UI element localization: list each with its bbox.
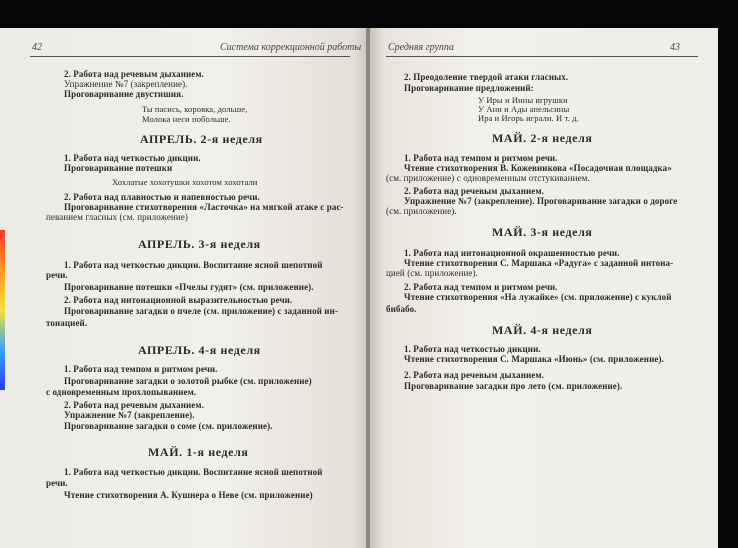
left-line-17: Проговаривание загадки о пчеле (см. приложение) с заданной ин-	[64, 306, 338, 316]
right-line-8: (см. приложение) с одновременным отстукиванием.	[386, 173, 590, 183]
heading-april-week-3: АПРЕЛЬ. 3-я неделя	[138, 237, 261, 251]
right-line-6: 1. Работа над темпом и ритмом речи.	[404, 153, 558, 163]
heading-april-week-4: АПРЕЛЬ. 4-я неделя	[138, 343, 261, 357]
left-verse-0: Ты пасись, коровка, дольше,	[142, 104, 248, 114]
right-line-17: Чтение стихотворения «На лужайке» (см. приложение) с куклой	[404, 292, 672, 302]
header-rule-right	[386, 56, 698, 57]
color-calibration-stripe	[0, 230, 5, 390]
left-line-15: Проговаривание потешки «Пчелы гудят» (см. приложение).	[64, 282, 314, 292]
header-rule-left	[30, 56, 350, 57]
heading-may-week-3: МАЙ. 3-я неделя	[492, 225, 593, 239]
left-line-0: 2. Работа над речевым дыханием.	[64, 69, 204, 79]
left-line-25: Проговаривание загадки о соме (см. приложение).	[64, 421, 273, 431]
left-line-28: речи.	[46, 478, 68, 488]
left-line-7: Проговаривание потешки	[64, 163, 173, 173]
left-line-22: с одновременным прохлопыванием.	[46, 387, 197, 397]
left-line-14: речи.	[46, 270, 68, 280]
left-line-11: певанием гласных (см. приложение)	[46, 212, 188, 222]
left-line-6: 1. Работа над четкостью дикции.	[64, 153, 201, 163]
left-line-24: Упражнение №7 (закрепление).	[64, 410, 195, 420]
left-line-21: Проговаривание загадки о золотой рыбке (см. приложение)	[64, 376, 312, 386]
right-line-16: 2. Работа над темпом и ритмом речи.	[404, 282, 558, 292]
right-line-20: 1. Работа над четкостью дикции.	[404, 344, 541, 354]
left-line-18: тонацией.	[46, 318, 88, 328]
left-line-20: 1. Работа над темпом и ритмом речи.	[64, 364, 218, 374]
right-line-15: цией (см. приложение).	[386, 268, 478, 278]
right-line-7: Чтение стихотворения В. Кожевникова «Посадочная площадка»	[404, 163, 672, 173]
left-line-10: Проговаривание стихотворения «Ласточка» на мягкой атаке с рас-	[64, 202, 344, 212]
right-line-13: 1. Работа над интонационной окрашенностью речи.	[404, 248, 620, 258]
left-line-29: Чтение стихотворения А. Кушнера о Неве (см. приложение)	[64, 490, 313, 500]
left-line-23: 2. Работа над речевым дыханием.	[64, 400, 204, 410]
page-number-left: 42	[32, 42, 42, 53]
left-line-2: Проговаривание двустишия.	[64, 89, 184, 99]
heading-may-week-4: МАЙ. 4-я неделя	[492, 323, 593, 337]
running-head-left: Система коррекционной работы	[220, 42, 362, 53]
right-line-18: бибабо.	[386, 304, 417, 314]
right-line-22: 2. Работа над речевым дыханием.	[404, 370, 544, 380]
heading-april-week-2: АПРЕЛЬ. 2-я неделя	[140, 132, 263, 146]
heading-may-week-1: МАЙ. 1-я неделя	[148, 445, 249, 459]
left-line-8: Хохлатые хохотушки хохотом хохотали	[112, 177, 258, 187]
right-line-14: Чтение стихотворения С. Маршака «Радуга» с заданной интона-	[404, 258, 674, 268]
right-line-0: 2. Преодоление твердой атаки гласных.	[404, 72, 569, 82]
right-verse-2: Ира и Игорь играли. И т. д.	[478, 113, 579, 123]
right-page	[370, 28, 718, 548]
right-verse-1: У Ани и Ады апельсины	[478, 104, 570, 114]
right-line-1: Проговаривание предложений:	[404, 83, 534, 93]
page-number-right: 43	[670, 42, 680, 53]
left-page	[0, 28, 368, 548]
left-line-9: 2. Работа над плавностью и напевностью речи.	[64, 192, 260, 202]
right-verse-0: У Иры и Инны игрушки	[478, 95, 568, 105]
left-line-1: Упражнение №7 (закрепление).	[64, 79, 188, 89]
right-line-10: Упражнение №7 (закрепление). Проговаривание загадки о дороге	[404, 196, 678, 206]
right-line-11: (см. приложение).	[386, 206, 457, 216]
left-line-13: 1. Работа над четкостью дикции. Воспитание ясной шепотной	[64, 260, 323, 270]
left-line-27: 1. Работа над четкостью дикции. Воспитание ясной шепотной	[64, 467, 323, 477]
left-line-16: 2. Работа над интонационной выразительностью речи.	[64, 295, 293, 305]
running-head-right: Средняя группа	[388, 42, 454, 53]
left-verse-1: Молока неси побольше.	[142, 114, 231, 124]
right-line-9: 2. Работа над речевым дыханием.	[404, 186, 544, 196]
heading-may-week-2: МАЙ. 2-я неделя	[492, 131, 593, 145]
right-line-21: Чтение стихотворения С. Маршака «Июнь» (см. приложение).	[404, 354, 664, 364]
right-line-23: Проговаривание загадки про лето (см. приложение).	[404, 381, 623, 391]
